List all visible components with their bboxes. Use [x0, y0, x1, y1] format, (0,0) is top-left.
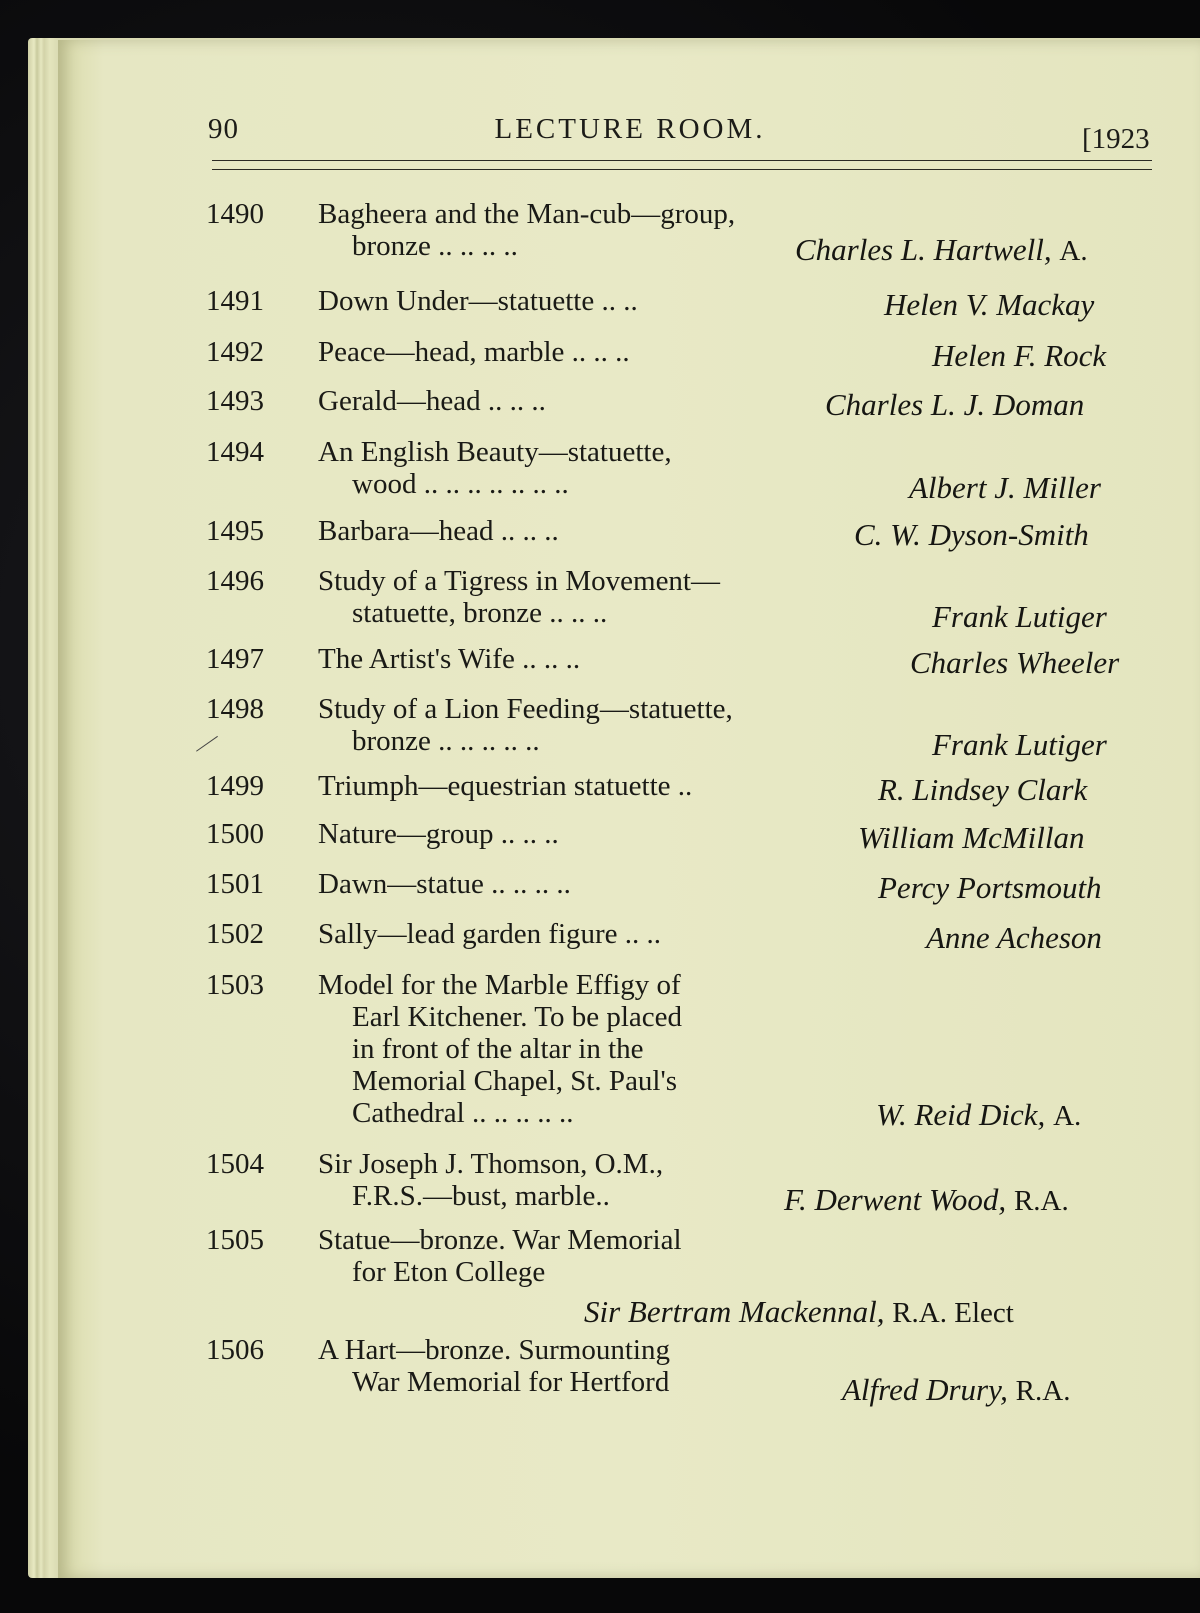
entry-title-line: bronze .. .. .. .. — [352, 230, 518, 262]
entry-artist: Alfred Drury, R.A. — [842, 1372, 1071, 1407]
entry-number: 1500 — [206, 818, 264, 850]
entry-number: 1490 — [206, 198, 264, 230]
entry-artist: C. W. Dyson-Smith — [854, 517, 1089, 552]
entry-title-line: Memorial Chapel, St. Paul's — [352, 1065, 678, 1097]
running-head: LECTURE ROOM. — [494, 113, 766, 145]
entry-artist: Frank Lutiger — [932, 727, 1107, 762]
entry-artist: Percy Portsmouth — [878, 870, 1102, 905]
entry-number: 1491 — [206, 285, 264, 317]
entry-title-line: bronze .. .. .. .. .. — [352, 725, 540, 757]
entry-artist: Helen F. Rock — [932, 338, 1107, 373]
entry-number: 1492 — [206, 336, 264, 368]
entry-title-line: Barbara—head .. .. .. — [318, 515, 559, 547]
entry-artist: Albert J. Miller — [909, 470, 1101, 505]
entry-title-line: Gerald—head .. .. .. — [318, 385, 546, 417]
page-number: 90 — [208, 113, 239, 145]
entry-title-line: Cathedral .. .. .. .. .. — [352, 1097, 574, 1129]
entry-number: 1498 — [206, 693, 264, 725]
entry-title-line: Down Under—statuette .. .. — [318, 285, 638, 317]
entry-number: 1499 — [206, 770, 264, 802]
entry-artist: Charles Wheeler — [910, 645, 1120, 680]
entry-artist: Helen V. Mackay — [884, 287, 1095, 322]
entry-title-line: wood .. .. .. .. .. .. .. — [352, 468, 569, 500]
entry-title-line: War Memorial for Hertford — [352, 1366, 670, 1398]
entry-number: 1497 — [206, 643, 264, 675]
entry-number: 1495 — [206, 515, 264, 547]
entry-artist: R. Lindsey Clark — [878, 772, 1088, 807]
year-label: [1923 — [1082, 123, 1150, 155]
entry-title-line: An English Beauty—statuette, — [318, 436, 672, 468]
entry-number: 1502 — [206, 918, 264, 950]
entry-artist: Charles L. Hartwell, A. — [795, 232, 1088, 267]
entry-title-line: Study of a Lion Feeding—statuette, — [318, 693, 733, 725]
entry-title-line: Study of a Tigress in Movement— — [318, 565, 720, 597]
entry-title-line: Sally—lead garden figure .. .. — [318, 918, 662, 950]
entry-artist: W. Reid Dick, A. — [876, 1097, 1082, 1132]
entry-title-line: F.R.S.—bust, marble.. — [352, 1180, 610, 1212]
entry-number: 1494 — [206, 436, 264, 468]
entry-number: 1506 — [206, 1334, 264, 1366]
entry-artist: Sir Bertram Mackennal, R.A. Elect — [584, 1294, 1014, 1329]
entry-title-line: statuette, bronze .. .. .. — [352, 597, 608, 629]
entry-title-line: Earl Kitchener. To be placed — [352, 1001, 682, 1033]
entry-artist: Charles L. J. Doman — [825, 387, 1085, 422]
entry-artist: F. Derwent Wood, R.A. — [784, 1182, 1069, 1217]
entry-title-line: A Hart—bronze. Surmounting — [318, 1334, 670, 1366]
entry-artist: William McMillan — [858, 820, 1085, 855]
entry-artist: Frank Lutiger — [932, 599, 1107, 634]
entry-title-line: Model for the Marble Effigy of — [318, 969, 681, 1001]
entry-title-line: Peace—head, marble .. .. .. — [318, 336, 630, 368]
entry-title-line: in front of the altar in the — [352, 1033, 644, 1065]
entry-number: 1504 — [206, 1148, 264, 1180]
entry-title-line: The Artist's Wife .. .. .. — [318, 643, 581, 675]
entry-title-line: Bagheera and the Man-cub—group, — [318, 198, 736, 230]
entry-number: 1501 — [206, 868, 264, 900]
entry-title-line: Nature—group .. .. .. — [318, 818, 559, 850]
entry-number: 1496 — [206, 565, 264, 597]
entry-title-line: for Eton College — [352, 1256, 546, 1288]
entry-number: 1503 — [206, 969, 264, 1001]
entry-title-line: Dawn—statue .. .. .. .. — [318, 868, 571, 900]
entry-number: 1493 — [206, 385, 264, 417]
entry-number: 1505 — [206, 1224, 264, 1256]
entry-title-line: Sir Joseph J. Thomson, O.M., — [318, 1148, 664, 1180]
entry-title-line: Triumph—equestrian statuette .. — [318, 770, 693, 802]
entry-artist: Anne Acheson — [926, 920, 1102, 955]
entry-title-line: Statue—bronze. War Memorial — [318, 1224, 682, 1256]
